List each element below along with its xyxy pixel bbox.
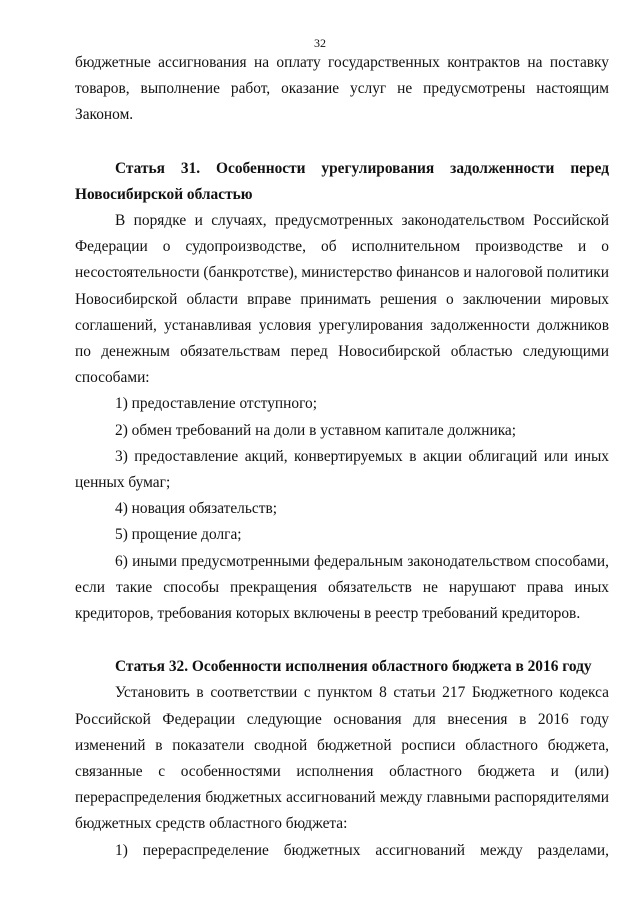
article-31-item-1: 1) предоставление отступного; [115,395,317,413]
article-31-item-5: 5) прощение долга; [115,526,242,544]
intro-continuation-paragraph: бюджетные ассигнования на оплату государственных контрактов на поставку товаров, выполнение работ, оказание услуг не предусмотрены настоящим Законом. [75,54,609,124]
article-31-item-4: 4) новация обязательств; [115,500,277,518]
article-32-title: Статья 32. Особенности исполнения областного бюджета в 2016 году [115,658,592,676]
article-32-item-1: 1) перераспределение бюджетных ассигнований между разделами, [115,841,609,859]
document-body [75,50,609,864]
article-31-item-3: 3) предоставление акций, конвертируемых в акции облигаций или иных ценных бумаг; [75,447,609,492]
article-31-paragraph: В порядке и случаях, предусмотренных законодательством Российской Федерации о судопроизводстве, об исполнительном производстве и о несостоятельности (банкротстве), министерство финансов и налоговой политики Новосибирской области вправе принимать решения о заключении мировых соглашений, устанавливая условия урегулирования задолженности должников по денежным обязательствам перед Новосибирской областью следующими способами: [75,212,609,387]
article-31-item-2: 2) обмен требований на доли в уставном капитале должника; [115,421,517,439]
article-32-paragraph: Установить в соответствии с пунктом 8 статьи 217 Бюджетного кодекса Российской Федерации следующие основания для внесения в 2016 году изменений в показатели сводной бюджетной росписи областного бюджета, связанные с особенностями исполнения областного бюджета и (или) перераспределения бюджетных ассигнований между главными распорядителями бюджетных средств областного бюджета: [75,684,609,833]
article-31-title: Статья 31. Особенности урегулирования задолженности перед Новосибирской областью [75,159,609,203]
article-31-item-6: 6) иными предусмотренными федеральным законодательством способами, если такие способы прекращения обязательств не нарушают права иных кредиторов, требования которых включены в реестр требований кредиторов. [75,552,609,623]
page-number: 32 [314,36,326,50]
